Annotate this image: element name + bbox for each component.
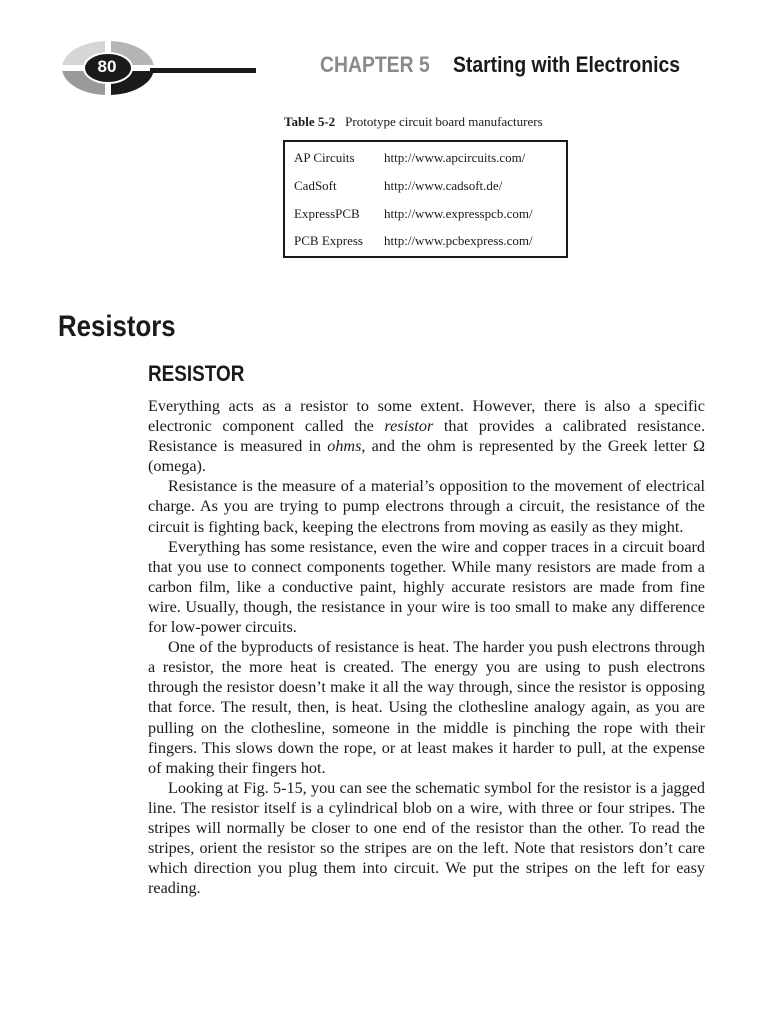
paragraph [148,396,705,476]
paragraph-text: , and the ohm is represented by the Greek letter Ω (omega). [148,437,705,476]
manufacturer-name: ExpressPCB [294,206,360,221]
paragraph: Looking at Fig. 5-15, you can see the schematic symbol for the resistor is a jagged line. The resistor itself is a cylindrical blob on a wire, with three or four stripes. The stripes will normally be closer to one end of the resistor than the other. To read the stripes, orient the resistor so the stripes are on the left. Note that resistors don’t care which direction you plug them into circuit. We put the stripes on the left for easy reading. [148,778,705,898]
emphasis-resistor: resistor [384,417,434,436]
manufacturer-url: http://www.cadsoft.de/ [384,178,503,193]
manufacturer-url: http://www.pcbexpress.com/ [384,233,533,248]
paragraph-text: that provides a calibrated resistance. Resistance is measured in [148,417,705,456]
manufacturer-name: PCB Express [294,233,363,248]
paragraph-text: Everything acts as a resistor to some extent. However, there is also a specific electronic component called the [148,397,705,436]
table-caption [284,114,543,130]
manufacturers-table [283,140,568,258]
subsection-title: RESISTOR [148,361,245,386]
paragraph: Everything has some resistance, even the wire and copper traces in a circuit board that you use to connect components together. While many resistors are made from a carbon film, like a conductive paint, highly accurate resistors are made from fine wire. Usually, though, the resistance in your wire is too small to make any difference for low-power circuits. [148,537,705,637]
page-number: 80 [97,57,117,76]
emphasis-ohms: ohms [327,437,362,456]
section-title: Resistors [58,310,176,343]
paragraph: Resistance is the measure of a material’s opposition to the movement of electrical charge. As you are trying to pump electrons through a circuit, the resistance of the circuit is fighting back, keeping the electrons from moving as easily as they might. [148,477,705,536]
manufacturer-name: AP Circuits [294,150,355,165]
manufacturer-url: http://www.expresspcb.com/ [384,206,533,221]
manufacturer-url: http://www.apcircuits.com/ [384,150,526,165]
paragraph: One of the byproducts of resistance is heat. The harder you push electrons through a resistor, the more heat is created. The energy you are using to push electrons through the resistor doesn’t make it all the way through, since the resistor is opposing that force. The result, then, is heat. Using the clothesline analogy again, as you are pulling on the clothesline, someone in the middle is pinching the rope with their fingers. This slows down the rope, or at least makes it harder to pull, at the expense of making their fingers hot. [148,638,705,777]
chapter-label: CHAPTER 5 [320,52,430,77]
page-header [0,0,762,110]
table-caption-text: Prototype circuit board manufacturers [345,114,543,129]
header-rule [150,68,256,73]
table-caption-number: Table 5-2 [284,114,336,129]
manufacturer-name: CadSoft [294,178,337,193]
chapter-title: Starting with Electronics [453,52,680,77]
body-text [148,396,705,898]
